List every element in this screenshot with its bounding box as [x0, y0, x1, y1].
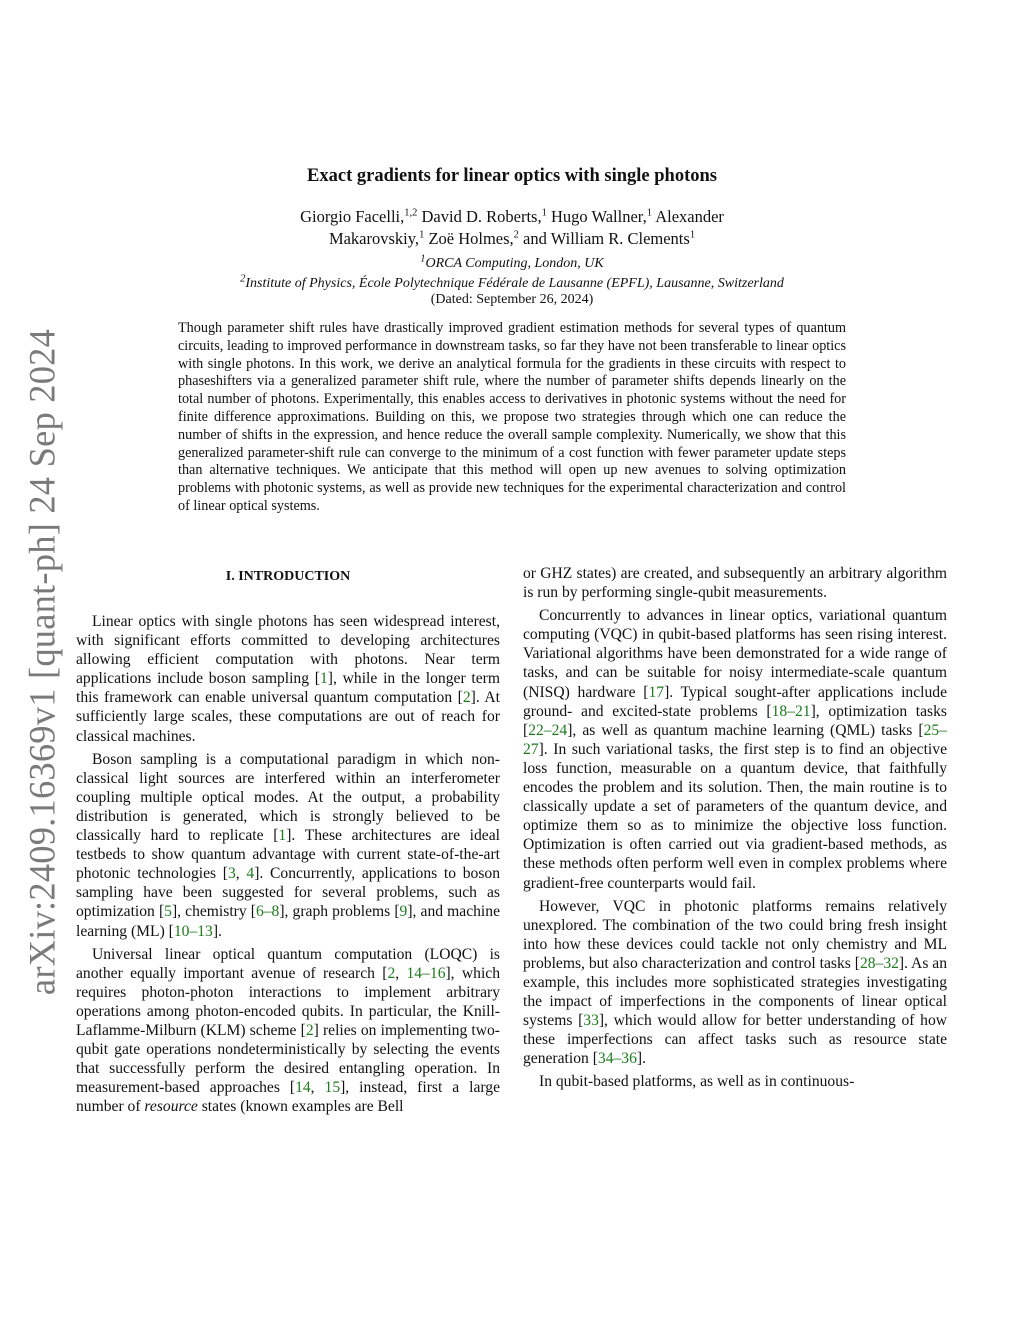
- body-text: states (known examples are Bell: [197, 1098, 404, 1116]
- author-affiliation-marker: 1: [689, 229, 696, 241]
- paragraph: [76, 612, 500, 746]
- section-heading: I. INTRODUCTION: [225, 569, 351, 584]
- body-text: Concurrently to advances in linear optics, variational quantum computing (VQC) in qubit-based platforms has seen rising interest. Variational algorithms have been demonstrated for a wide range of tasks, and can be suitable for noisy intermediate-scale quantum (NISQ) hardware [: [523, 607, 947, 701]
- body-text: or GHZ states) are created, and subsequently an arbitrary algorithm is run by performing single-qubit measurements.: [523, 565, 947, 602]
- body-text: ], as well as quantum machine learning (QML) tasks [: [567, 721, 924, 739]
- affiliation-2-marker: 2: [240, 273, 246, 285]
- citation-link[interactable]: 18–21: [771, 702, 811, 720]
- affiliation-2-text: Institute of Physics, École Polytechnique Fédérale de Lausanne (EPFL), Lausanne, Switzerland: [245, 276, 784, 291]
- citation-link[interactable]: 34–36: [597, 1050, 637, 1068]
- author-name: and William R. Clements: [518, 229, 690, 248]
- body-text: ]. At sufficiently large scales, these computations are out of reach for classical machines.: [76, 689, 500, 745]
- body-text: Boson sampling is a computational paradigm in which non-classical light sources are interfered within an interferometer coupling multiple optical modes. At the output, a probability distribution is generated, which is strongly believed to be classically hard to replicate [: [76, 750, 500, 845]
- body-text: ] relies on implementing two-qubit gate operations nondeterministically by selecting the events that successfully perform the desired entangling operation. In measurement-based approaches [: [76, 1021, 500, 1097]
- citation-link[interactable]: 9: [399, 903, 408, 921]
- body-text: However, VQC in photonic platforms remains relatively unexplored. The combination of the two could bring fresh insight into how these devices could tackle not only chemistry and ML problems, but also characterization and control tasks [: [523, 897, 947, 972]
- author-affiliation-marker: 1,2: [404, 207, 418, 219]
- author-affiliation-marker: 2: [513, 229, 519, 241]
- author-name: Giorgio Facelli,: [300, 207, 405, 226]
- paper-title: Exact gradients for linear optics with single photons: [307, 166, 717, 186]
- paragraph: [523, 564, 947, 602]
- citation-link[interactable]: 14: [295, 1079, 311, 1097]
- author-affiliation-marker: 1: [419, 229, 425, 241]
- citation-link[interactable]: 2: [305, 1021, 314, 1039]
- body-text: ], and machine learning (ML) [: [76, 903, 500, 940]
- body-text: In qubit-based platforms, as well as in continuous-: [539, 1073, 855, 1091]
- citation-link[interactable]: 33: [583, 1012, 599, 1030]
- body-text: ], graph problems [: [279, 903, 400, 921]
- author-name: David D. Roberts,: [417, 207, 542, 226]
- left-column: [76, 564, 500, 1116]
- body-text: Linear optics with single photons has seen widespread interest, with significant efforts committed to developing architectures allowing efficient computation with photons. Near term applications include boson sampling [: [76, 613, 500, 688]
- author-line-1: [230, 206, 794, 228]
- citation-link[interactable]: 14–16: [406, 964, 446, 982]
- citation-link[interactable]: 3: [228, 865, 236, 883]
- author-name: Alexander: [651, 207, 724, 226]
- citation-link[interactable]: 2: [462, 689, 471, 707]
- citation-link[interactable]: 22–24: [528, 721, 568, 739]
- body-text: ]. These architectures are ideal testbeds to show quantum advantage with current state-of-the-art photonic technologies [: [76, 827, 500, 883]
- body-text: ,: [310, 1079, 325, 1097]
- body-text: ], instead, first a large number of: [76, 1079, 500, 1116]
- citation-link[interactable]: 6–8: [255, 903, 280, 921]
- emphasis-text: resource: [144, 1098, 198, 1116]
- citation-link[interactable]: 15: [324, 1079, 341, 1097]
- citation-link[interactable]: 25–27: [523, 721, 947, 758]
- affiliation-1-marker: 1: [420, 253, 426, 265]
- body-text: ].: [636, 1050, 646, 1068]
- citation-link[interactable]: 1: [278, 827, 287, 845]
- body-text: ].: [212, 922, 222, 940]
- citation-link[interactable]: 17: [648, 683, 665, 701]
- author-line-2: [230, 228, 794, 250]
- paragraph: [76, 750, 500, 941]
- paragraph: [523, 1072, 947, 1091]
- author-name: Makarovskiy,: [328, 229, 420, 248]
- affiliation-2: [0, 273, 1024, 292]
- arxiv-identifier: arXiv:2409.16369v1 [quant-ph] 24 Sep 2024: [21, 328, 63, 996]
- citation-link[interactable]: 10–13: [173, 922, 213, 940]
- author-affiliation-marker: 1: [646, 207, 652, 219]
- body-text: ], which would allow for better understanding of how these imperfections can affect tasks such as resource state generation [: [523, 1012, 947, 1068]
- citation-link[interactable]: 2: [387, 964, 396, 982]
- body-text: ]. In such variational tasks, the first step is to find an objective loss function, measurable on a quantum device, that faithfully encodes the problem and its solution. Then, the main routine is to classically update a set of parameters of the quantum device, and optimize them so as to minimize the objective loss function. Optimization is often carried out via gradient-based methods, as these methods often perform well even in complex problems where gradient-free counterparts would fail.: [523, 740, 947, 892]
- date-line: (Dated: September 26, 2024): [430, 292, 594, 307]
- citation-link[interactable]: 28–32: [859, 954, 899, 972]
- citation-link[interactable]: 5: [164, 903, 172, 921]
- abstract: Though parameter shift rules have drastically improved gradient estimation methods for several types of quantum circuits, leading to improved performance in downstream tasks, so far they have not been transferable to linear optics with single photons. In this work, we derive an analytical formula for the gradients in these circuits with respect to phaseshifters via a generalized parameter shift rule, where the number of parameter shifts depends linearly on the total number of photons. Experimentally, this enables access to derivatives in photonic systems without the need for finite difference approximations. Building on this, we propose two strategies through which one can reduce the number of shifts in the expression, and hence reduce the overall sample complexity. Numerically, we show that this generalized parameter-shift rule can converge to the minimum of a cost function with fewer parameter update steps than alternative techniques. We anticipate that this method will open up new avenues to solving optimization problems with photonic systems, as well as provide new techniques for the experimental characterization and control of linear optical systems.: [178, 320, 846, 514]
- affiliation-1-text: ORCA Computing, London, UK: [425, 256, 604, 271]
- author-name: Zoë Holmes,: [424, 229, 514, 248]
- body-text: ], while in the longer term this framework can enable universal quantum computation [: [76, 670, 500, 707]
- body-text: ], optimization tasks [: [523, 702, 947, 739]
- body-text: ]. As an example, this includes more sophisticated strategies investigating the impact of imperfections in the components of linear optical systems [: [523, 954, 948, 1030]
- author-affiliation-marker: 1: [541, 207, 547, 219]
- affiliation-1: [0, 253, 1024, 272]
- paragraph: [523, 897, 947, 1069]
- body-text: ,: [395, 964, 407, 982]
- right-column: [523, 564, 947, 1092]
- citation-link[interactable]: 4: [246, 865, 255, 883]
- body-text: ]. Concurrently, applications to boson sampling have been suggested for several problems, such as optimization [: [76, 865, 501, 921]
- paragraph: [523, 606, 947, 892]
- author-name: Hugo Wallner,: [546, 207, 647, 226]
- body-text: ,: [235, 865, 247, 883]
- body-text: ], chemistry [: [171, 903, 256, 921]
- citation-link[interactable]: 1: [319, 670, 328, 688]
- paragraph: [76, 945, 500, 1117]
- body-text: ]. Typical sought-after applications include ground- and excited-state problems [: [523, 683, 947, 720]
- body-text: ], which requires photon-photon interactions to implement arbitrary operations among photon-encoded qubits. In particular, the Knill-Laflamme-Milburn (KLM) scheme [: [76, 964, 501, 1039]
- body-text: Universal linear optical quantum computation (LOQC) is another equally important avenue of research [: [76, 945, 500, 982]
- author-list: [230, 206, 794, 250]
